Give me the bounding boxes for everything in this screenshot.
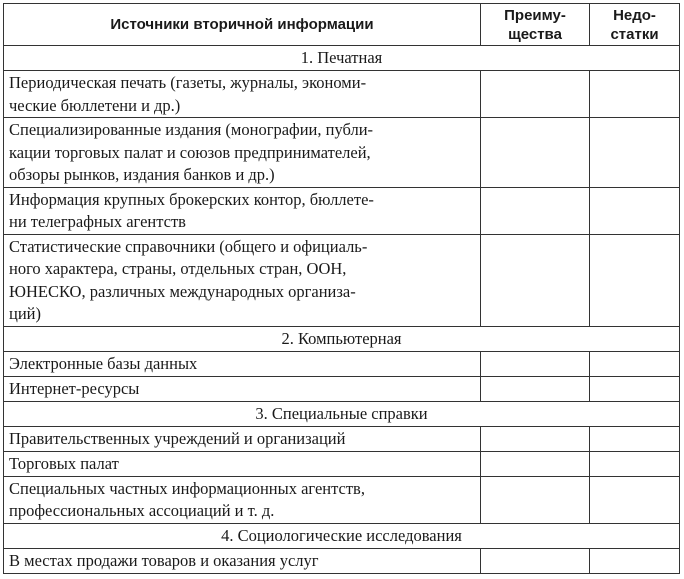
source-line: Электронные базы данных (9, 353, 198, 373)
table-row (4, 187, 680, 234)
section-row (4, 523, 680, 548)
source-line: Торговых палат (9, 453, 119, 473)
source-cell (4, 548, 481, 573)
header-advantages-line1: Преиму- (504, 6, 566, 24)
disadvantages-cell[interactable] (590, 451, 680, 476)
header-disadvantages-line1: Недо- (613, 6, 656, 24)
disadvantages-cell[interactable] (590, 118, 680, 188)
disadvantages-cell[interactable] (590, 476, 680, 523)
source-cell (4, 71, 481, 118)
source-line: ного характера, страны, отдельных стран, ООН, (9, 259, 347, 278)
source-line: Интернет-ресурсы (9, 378, 140, 398)
disadvantages-cell[interactable] (590, 187, 680, 234)
disadvantages-cell[interactable] (590, 426, 680, 451)
source-line: Правительственных учреждений и организаций (9, 428, 346, 448)
source-cell (4, 187, 481, 234)
disadvantages-cell[interactable] (590, 234, 680, 326)
table-row (4, 451, 680, 476)
header-disadvantages-line2: статки (610, 25, 659, 43)
source-line: Специализированные издания (монографии, публи- (9, 120, 374, 139)
source-line: ни телеграфных агентств (9, 212, 186, 231)
source-line: обзоры рынков, издания банков и др.) (9, 165, 275, 184)
table-row (4, 234, 680, 326)
source-cell (4, 476, 481, 523)
table-row (4, 476, 680, 523)
advantages-cell[interactable] (481, 71, 590, 118)
section-title: 4. Социологические исследования (4, 523, 680, 548)
advantages-cell[interactable] (481, 187, 590, 234)
advantages-cell[interactable] (481, 451, 590, 476)
section-title: 2. Компьютерная (4, 326, 680, 351)
source-line: ЮНЕСКО, различных международных организа- (9, 281, 356, 301)
source-line: Специальных частных информационных агентств, (9, 478, 365, 498)
disadvantages-cell[interactable] (590, 71, 680, 118)
advantages-cell[interactable] (481, 476, 590, 523)
source-line: Информация крупных брокерских контор, бюллете- (9, 189, 374, 209)
section-title: 1. Печатная (4, 46, 680, 71)
header-disadvantages (590, 4, 680, 46)
secondary-info-table (3, 3, 680, 574)
source-line: кации торговых палат и союзов предпринимателей, (9, 142, 371, 162)
source-line: Статистические справочники (общего и официаль- (9, 236, 368, 256)
disadvantages-cell[interactable] (590, 351, 680, 376)
source-cell (4, 376, 481, 401)
table-row (4, 351, 680, 376)
source-cell (4, 426, 481, 451)
advantages-cell[interactable] (481, 548, 590, 573)
disadvantages-cell[interactable] (590, 376, 680, 401)
disadvantages-cell[interactable] (590, 548, 680, 573)
section-row (4, 46, 680, 71)
section-row (4, 326, 680, 351)
advantages-cell[interactable] (481, 118, 590, 188)
header-source: Источники вторичной информации (4, 4, 481, 46)
advantages-cell[interactable] (481, 234, 590, 326)
source-cell (4, 451, 481, 476)
header-advantages-line2: щества (508, 25, 562, 43)
source-line: ций) (9, 304, 41, 323)
advantages-cell[interactable] (481, 426, 590, 451)
source-cell (4, 351, 481, 376)
advantages-cell[interactable] (481, 376, 590, 401)
header-advantages (481, 4, 590, 46)
table-row (4, 548, 680, 573)
source-line: В местах продажи товаров и оказания услуг (9, 550, 319, 570)
section-title: 3. Специальные справки (4, 401, 680, 426)
section-row (4, 401, 680, 426)
advantages-cell[interactable] (481, 351, 590, 376)
source-cell (4, 118, 481, 188)
source-line: профессиональных ассоциаций и т. д. (9, 501, 275, 520)
table-row (4, 376, 680, 401)
source-line: ческие бюллетени и др.) (9, 95, 181, 115)
table-row (4, 426, 680, 451)
source-line: Периодическая печать (газеты, журналы, экономи- (9, 73, 367, 92)
source-cell (4, 234, 481, 326)
table-row (4, 118, 680, 188)
header-row (4, 4, 680, 46)
table-row (4, 71, 680, 118)
